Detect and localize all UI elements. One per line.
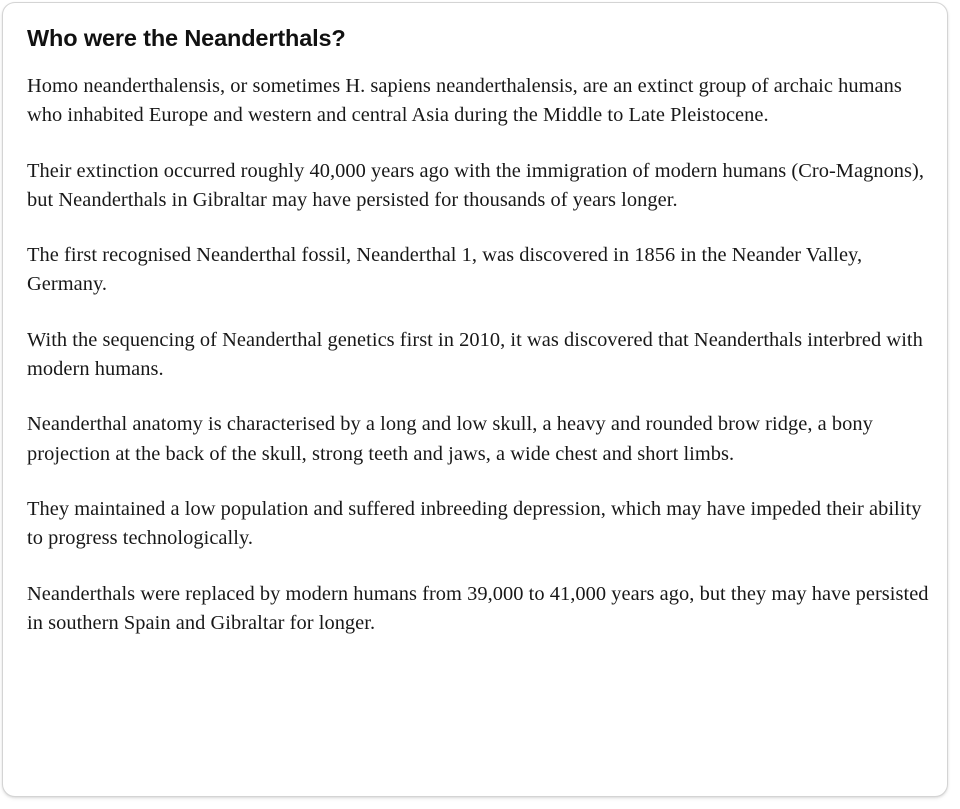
article-paragraph: The first recognised Neanderthal fossil, Neanderthal 1, was discovered in 1856 in the Neander Valley, Germany. [27, 244, 863, 296]
article-paragraph: With the sequencing of Neanderthal genetics first in 2010, it was discovered that Neanderthals interbred with modern humans. [27, 328, 923, 381]
article-paragraph: They maintained a low population and suffered inbreeding depression, which may have impeded their ability to progress technologically. [27, 497, 922, 550]
article-paragraph: Neanderthal anatomy is characterised by a long and low skull, a heavy and rounded brow ridge, a bony projection at the back of the skull, strong teeth and jaws, a wide chest and short limbs. [27, 413, 873, 465]
article-card [2, 2, 948, 797]
article-content [3, 3, 947, 638]
article-body [27, 72, 935, 638]
page-title: Who were the Neanderthals? [27, 25, 346, 51]
article-paragraph: Homo neanderthalensis, or sometimes H. sapiens neanderthalensis, are an extinct group of archaic humans who inhabited Europe and western and central Asia during the Middle to Late Pleistocene. [27, 75, 902, 127]
article-paragraph: Their extinction occurred roughly 40,000 years ago with the immigration of modern humans (Cro-Magnons), but Neanderthals in Gibraltar may have persisted for thousands of years longer. [27, 159, 925, 211]
article-paragraph: Neanderthals were replaced by modern humans from 39,000 to 41,000 years ago, but they may have persisted in southern Spain and Gibraltar for longer. [27, 582, 929, 634]
